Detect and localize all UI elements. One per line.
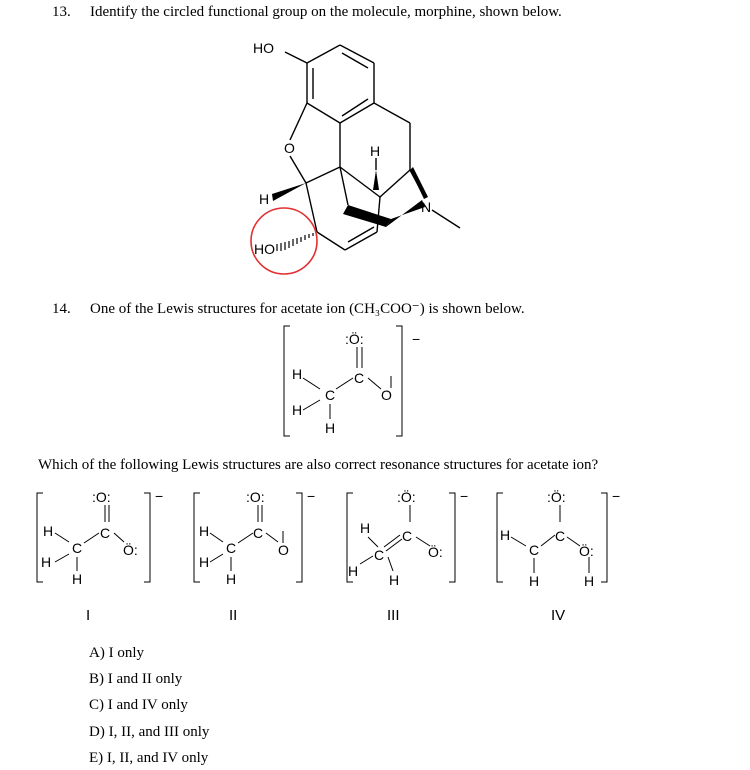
resonance-structures xyxy=(0,485,750,625)
carbonyl-carbon-label: C xyxy=(354,370,365,386)
h3-label: H xyxy=(325,420,336,436)
i-h2: H xyxy=(41,554,52,570)
resonance-prompt: Which of the following Lewis structures are also correct resonance structures for acetate ion? xyxy=(38,457,599,473)
iii-carbonyl-carbon: C xyxy=(402,528,413,544)
roman-iii: III xyxy=(387,607,400,624)
nitrogen-label: N xyxy=(421,199,432,215)
i-h1: H xyxy=(43,523,54,539)
iv-methyl-carbon: C xyxy=(529,542,540,558)
ring-oxygen-label: O xyxy=(284,140,295,156)
morphine-structure xyxy=(0,0,750,300)
iv-h2: H xyxy=(529,573,540,589)
option-a[interactable] xyxy=(89,645,144,662)
roman-i: I xyxy=(86,607,91,624)
option-text: I, II, and IV only xyxy=(106,750,209,766)
iv-charge: − xyxy=(612,488,621,504)
option-label: A) xyxy=(89,645,105,661)
methyl-carbon-label: C xyxy=(325,387,336,403)
option-text: I, II, and III only xyxy=(108,724,210,740)
iv-h1: H xyxy=(500,527,511,543)
option-c[interactable] xyxy=(89,697,188,714)
ii-h3: H xyxy=(226,571,237,587)
ii-h1: H xyxy=(199,523,210,539)
charge-label: − xyxy=(412,331,421,347)
iii-right-oxygen: Ö: xyxy=(428,544,443,560)
option-text: I and II only xyxy=(107,671,183,687)
ho-top-label: HO xyxy=(253,40,274,56)
iv-carbonyl-carbon: C xyxy=(555,528,566,544)
option-e[interactable] xyxy=(89,750,208,767)
option-label: D) xyxy=(89,724,105,740)
iii-charge: − xyxy=(460,488,469,504)
option-text: I only xyxy=(108,645,144,661)
iv-top-oxygen: :Ö: xyxy=(547,489,566,505)
iii-h2: H xyxy=(348,563,359,579)
option-d[interactable] xyxy=(89,724,209,741)
option-label: B) xyxy=(89,671,104,687)
ii-top-oxygen: :O: xyxy=(246,489,265,505)
question-14 xyxy=(52,299,525,318)
question-text: Identify the circled functional group on the molecule, morphine, shown below. xyxy=(90,4,562,20)
top-oxygen-label: :Ö: xyxy=(345,331,364,347)
i-methyl-carbon: C xyxy=(72,540,83,556)
h1-label: H xyxy=(292,366,303,382)
option-b[interactable] xyxy=(89,671,182,688)
i-right-oxygen: Ö: xyxy=(123,542,138,558)
option-label: E) xyxy=(89,750,104,766)
i-top-oxygen: :O: xyxy=(92,489,111,505)
iv-h3: H xyxy=(584,573,595,589)
iii-h3: H xyxy=(389,572,400,588)
i-carbonyl-carbon: C xyxy=(100,525,111,541)
ii-carbonyl-carbon: C xyxy=(253,525,264,541)
question-number: 13. xyxy=(52,4,71,20)
circled-ho-label: HO xyxy=(254,241,275,257)
iii-methyl-carbon: C xyxy=(374,547,385,563)
question-text: One of the Lewis structures for acetate ion (CH₃COO⁻) is shown below. xyxy=(90,301,525,317)
option-label: C) xyxy=(89,697,104,713)
ii-right-oxygen: O xyxy=(278,542,289,558)
roman-ii: II xyxy=(229,607,238,624)
question-number: 14. xyxy=(52,301,71,317)
i-charge: − xyxy=(155,488,164,504)
ii-h2: H xyxy=(199,554,210,570)
roman-iv: IV xyxy=(551,607,566,624)
option-text: I and IV only xyxy=(107,697,188,713)
iii-top-oxygen: :Ö: xyxy=(397,489,416,505)
left-h-label: H xyxy=(259,191,270,207)
bridge-h-label: H xyxy=(370,143,381,159)
i-h3: H xyxy=(72,571,83,587)
acetate-main-structure xyxy=(0,320,750,445)
right-oxygen-label: O xyxy=(381,387,392,403)
h2-label: H xyxy=(292,402,303,418)
ii-charge: − xyxy=(307,488,316,504)
iii-h1: H xyxy=(360,520,371,536)
ii-methyl-carbon: C xyxy=(226,540,237,556)
iv-right-oxygen: Ö: xyxy=(579,543,594,559)
